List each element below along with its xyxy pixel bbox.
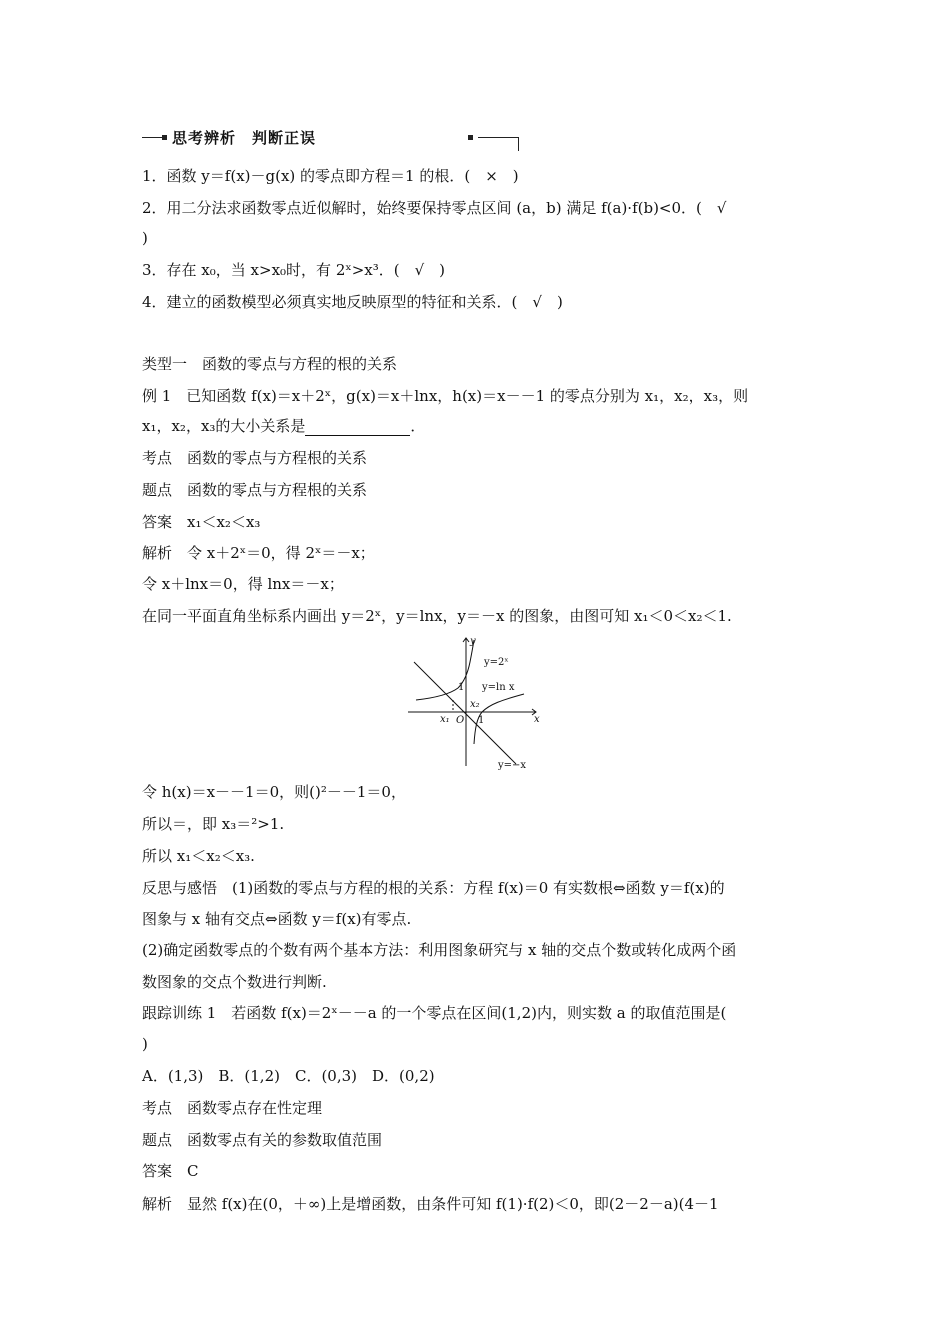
- practice1-kaodian: 考点 函数零点存在性定理: [142, 1099, 323, 1117]
- exp-curve-label: y=2ˣ: [484, 657, 509, 668]
- title-right-square: [468, 135, 473, 140]
- function-graph-figure: [404, 632, 544, 772]
- practice1-answer: 答案 C: [142, 1162, 199, 1180]
- reflection-3: (2)确定函数零点的个数有两个基本方法：利用图象研究与 x 轴的交点个数或转化成两个函: [142, 941, 737, 959]
- type1-heading: 类型一 函数的零点与方程的根的关系: [142, 355, 398, 373]
- answer-blank: [305, 420, 410, 436]
- title-right-tick: [518, 137, 519, 151]
- x-one-label: 1: [478, 715, 485, 726]
- neg-line-label: y=−x: [498, 760, 527, 771]
- example1-line1: 例 1 已知函数 f(x)＝x＋2ˣ，g(x)＝x＋lnx，h(x)＝x－－1 的零点分别为 x₁，x₂，x₃，则: [142, 387, 749, 405]
- x1-label: x₁: [440, 714, 450, 725]
- example1-kaodian: 考点 函数的零点与方程根的关系: [142, 449, 368, 467]
- judgment-2: 2．用二分法求函数零点近似解时，始终要保持零点区间 (a，b) 满足 f(a)·f(b)<0．( √: [142, 199, 727, 217]
- example1-line2-end: ．: [410, 417, 426, 435]
- x2-label: x₂: [470, 699, 480, 710]
- example1-tidian: 题点 函数的零点与方程根的关系: [142, 481, 368, 499]
- section-title: 思考辨析 判断正误: [172, 129, 317, 147]
- practice1-line2: ): [142, 1035, 148, 1053]
- title-left-square: [162, 135, 167, 140]
- reflection-2: 图象与 x 轴有交点⇔函数 y＝f(x)有零点.: [142, 910, 412, 928]
- practice1-line1: 跟踪训练 1 若函数 f(x)＝2ˣ－－a 的一个零点在区间(1,2)内，则实数 a 的取值范围是(: [142, 1004, 727, 1022]
- judgment-2-cont: ): [142, 229, 148, 247]
- y-axis-label: y: [470, 636, 476, 647]
- example1-line2-text: x₁，x₂，x₃的大小关系是: [142, 417, 306, 435]
- judgment-4: 4．建立的函数模型必须真实地反映原型的特征和关系．( √ ): [142, 293, 563, 311]
- after-figure-1: 令 h(x)＝x－－1＝0，则()²－－1＝0，: [142, 783, 406, 801]
- x-axis-label: x: [534, 714, 540, 725]
- reflection-4: 数图象的交点个数进行判断.: [142, 973, 327, 991]
- judgment-3: 3．存在 x₀，当 x>x₀时，有 2ˣ>x³．( √ ): [142, 261, 446, 279]
- example1-analysis-2: 令 x＋lnx＝0，得 lnx＝－x；: [142, 575, 344, 593]
- ln-curve-label: y=ln x: [482, 682, 515, 693]
- example1-answer: 答案 x₁＜x₂＜x₃: [142, 513, 261, 531]
- after-figure-3: 所以 x₁＜x₂＜x₃.: [142, 847, 255, 865]
- practice1-tidian: 题点 函数零点有关的参数取值范围: [142, 1131, 383, 1149]
- reflection-1: 反思与感悟 (1)函数的零点与方程的根的关系：方程 f(x)＝0 有实数根⇔函数 y＝f(x)的: [142, 879, 725, 897]
- practice1-options: A．(1,3) B．(1,2) C．(0,3) D．(0,2): [142, 1067, 435, 1085]
- section-title-box: [142, 128, 520, 152]
- origin-label: O: [456, 715, 465, 726]
- example1-line2: [142, 416, 425, 436]
- y-one-label: 1: [458, 682, 465, 693]
- practice1-analysis: 解析 显然 f(x)在(0，＋∞)上是增函数，由条件可知 f(1)·f(2)＜0，即(2－2－a)(4－1: [142, 1195, 719, 1213]
- after-figure-2: 所以＝，即 x₃＝²>1.: [142, 815, 285, 833]
- example1-analysis-1: 解析 令 x＋2ˣ＝0，得 2ˣ＝－x；: [142, 544, 375, 562]
- example1-analysis-3: 在同一平面直角坐标系内画出 y＝2ˣ，y＝lnx，y＝－x 的图象，由图可知 x₁＜0＜x₂＜1.: [142, 607, 732, 625]
- judgment-1: 1．函数 y＝f(x)－g(x) 的零点即方程＝1 的根．( × ): [142, 167, 519, 185]
- title-right-rule: [478, 137, 518, 138]
- curve-exp: [416, 640, 474, 700]
- title-left-rule: [142, 137, 162, 138]
